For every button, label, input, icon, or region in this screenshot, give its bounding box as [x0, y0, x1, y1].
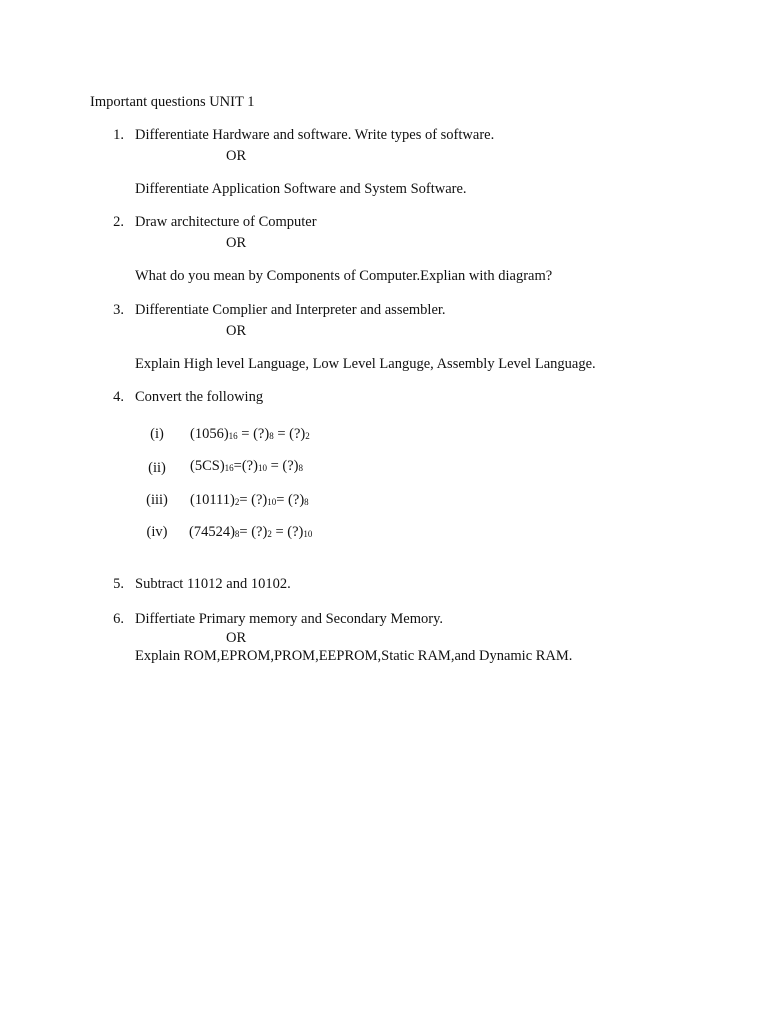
- expression-text: = (?): [273, 426, 306, 442]
- question-3-text: Differentiate Complier and Interpreter and assembler.: [135, 302, 446, 318]
- question-6-text: Differtiate Primary memory and Secondary Memory.: [135, 611, 444, 627]
- base-subscript: 2: [234, 497, 240, 507]
- base-subscript: 10: [257, 463, 267, 473]
- expression-text: (1056): [190, 426, 229, 442]
- question-1-or: OR: [226, 148, 247, 164]
- base-subscript: 16: [224, 463, 234, 473]
- expression-text: (74524): [189, 524, 235, 540]
- conversion-1-label: (i): [150, 426, 164, 442]
- base-subscript: 8: [298, 463, 303, 473]
- base-subscript: 2: [305, 431, 310, 441]
- expression-text: = (?): [266, 458, 299, 474]
- expression-text: =(?): [233, 458, 258, 474]
- expression-text: (5CS): [190, 458, 225, 474]
- question-6-alternative: Explain ROM,EPROM,PROM,EEPROM,Static RAM,and Dynamic RAM.: [135, 648, 573, 664]
- question-2-or: OR: [226, 235, 247, 251]
- question-2-alternative: What do you mean by Components of Computer.Explian with diagram?: [135, 268, 553, 284]
- question-3-number: 3.: [113, 302, 124, 318]
- question-1-text: Differentiate Hardware and software. Write types of software.: [135, 127, 495, 143]
- base-subscript: 2: [267, 529, 272, 539]
- conversion-2-label: (ii): [148, 460, 166, 476]
- question-2-text: Draw architecture of Computer: [135, 214, 317, 230]
- base-subscript: 10: [303, 529, 313, 539]
- expression-text: = (?): [239, 524, 268, 540]
- expression-text: = (?): [237, 426, 270, 442]
- question-1-alternative: Differentiate Application Software and System Software.: [135, 181, 467, 197]
- conversion-2-expression: [190, 459, 303, 474]
- expression-text: = (?): [239, 492, 268, 508]
- base-subscript: 10: [267, 497, 277, 507]
- question-5-number: 5.: [113, 576, 124, 592]
- base-subscript: 16: [228, 431, 238, 441]
- expression-text: (10111): [190, 492, 235, 508]
- question-4-number: 4.: [113, 389, 124, 405]
- conversion-3-expression: [190, 493, 309, 508]
- expression-text: = (?): [276, 492, 305, 508]
- question-6-or: OR: [226, 630, 247, 646]
- conversion-4-label: (iv): [146, 524, 168, 540]
- base-subscript: 8: [304, 497, 309, 507]
- question-4-text: Convert the following: [135, 389, 264, 405]
- question-2-number: 2.: [113, 214, 124, 230]
- question-5-text: Subtract 11012 and 10102.: [135, 576, 291, 592]
- conversion-3-label: (iii): [146, 492, 168, 508]
- question-6-number: 6.: [113, 611, 124, 627]
- conversion-1-expression: [190, 427, 310, 442]
- question-3-alternative: Explain High level Language, Low Level Languge, Assembly Level Language.: [135, 356, 596, 372]
- base-subscript: 8: [269, 431, 274, 441]
- base-subscript: 8: [234, 529, 240, 539]
- expression-text: = (?): [271, 524, 304, 540]
- question-3-or: OR: [226, 323, 247, 339]
- question-1-number: 1.: [113, 127, 124, 143]
- conversion-4-expression: [189, 525, 312, 540]
- page-heading: Important questions UNIT 1: [90, 94, 255, 110]
